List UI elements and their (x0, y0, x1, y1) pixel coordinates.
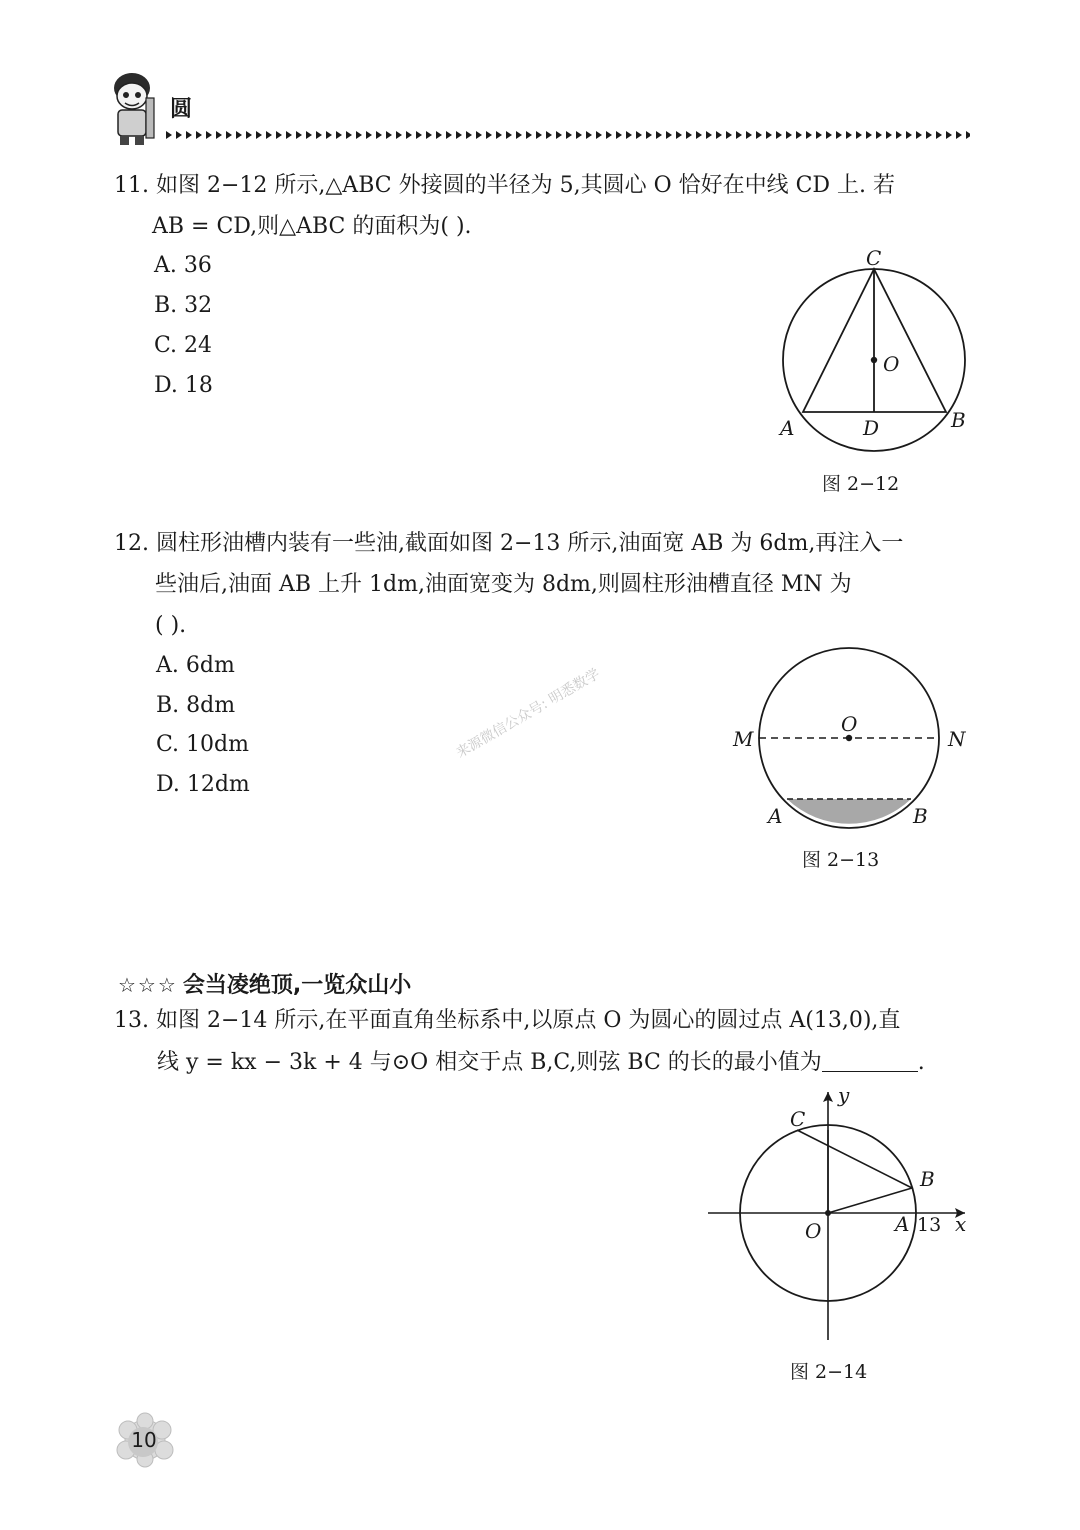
q13-text-line2: 线 y = kx − 3k + 4 与⊙O 相交于点 B,C,则弦 BC 的长的最小值为 (157, 1050, 822, 1075)
q11-option-b: B. 32 (154, 293, 213, 318)
figure-2-14 (700, 1080, 990, 1350)
label-c: C (866, 246, 882, 270)
label-o: O (841, 712, 858, 736)
q12-option-d: D. 12dm (156, 772, 250, 797)
label-c: C (790, 1107, 806, 1131)
q13-text-line1: 13. 如图 2−14 所示,在平面直角坐标系中,以原点 O 为圆心的圆过点 A(13,0),直 (114, 1008, 901, 1033)
q13-text-line2-wrap (157, 1047, 925, 1078)
page-badge (112, 1412, 178, 1468)
label-b: B (951, 408, 966, 432)
center-point (871, 357, 877, 363)
chapter-title: 圆 (170, 97, 193, 122)
page-number: 10 (131, 1428, 157, 1452)
header-arrow-divider (165, 129, 970, 141)
figure-2-12-caption: 图 2−12 (822, 473, 900, 495)
q12-text-line3: ( ). (155, 613, 187, 638)
q12-option-a: A. 6dm (156, 653, 235, 678)
figure-2-14-caption: 图 2−14 (790, 1361, 868, 1383)
star-rating: ☆☆☆ (118, 973, 178, 997)
q11-text-line2: AB = CD,则△ABC 的面积为( ). (152, 214, 472, 239)
q12-text-line2: 些油后,油面 AB 上升 1dm,油面宽变为 8dm,则圆柱形油槽直径 MN 为 (155, 572, 852, 597)
label-x: x (955, 1212, 967, 1236)
label-b: B (920, 1167, 935, 1191)
section-title: 会当凌绝顶,一览众山小 (182, 973, 412, 998)
watermark: 来源微信公众号: 明悉数学 (453, 666, 603, 762)
origin-point (825, 1210, 831, 1216)
label-n: N (948, 727, 966, 751)
figure-2-13-caption: 图 2−13 (802, 849, 880, 871)
label-13: 13 (917, 1214, 942, 1236)
label-a: A (768, 804, 783, 828)
q12-option-b: B. 8dm (156, 693, 236, 718)
figure-2-12 (770, 245, 990, 495)
label-d: D (863, 416, 880, 440)
q12-option-c: C. 10dm (156, 732, 249, 757)
segment-ob (828, 1188, 912, 1213)
chord-bc (797, 1130, 912, 1188)
q11-option-a: A. 36 (154, 253, 212, 278)
label-a: A (780, 416, 795, 440)
answer-blank[interactable] (822, 1047, 918, 1072)
label-a: A (895, 1212, 910, 1236)
q13-line2-end: . (917, 1050, 925, 1075)
label-o: O (883, 352, 900, 376)
mascot-icon (104, 68, 164, 146)
label-o: O (805, 1219, 822, 1243)
label-m: M (733, 727, 754, 751)
q11-text-line1: 11. 如图 2−12 所示,△ABC 外接圆的半径为 5,其圆心 O 恰好在中线 CD 上. 若 (114, 173, 896, 198)
label-y: y (838, 1083, 850, 1107)
label-b: B (913, 804, 928, 828)
header (0, 0, 1080, 160)
oil-segment (787, 799, 911, 824)
section-heading (118, 968, 411, 999)
figure-2-13 (725, 645, 975, 840)
q11-option-c: C. 24 (154, 333, 213, 358)
q12-text-line1: 12. 圆柱形油槽内装有一些油,截面如图 2−13 所示,油面宽 AB 为 6dm,再注入一 (114, 531, 904, 556)
q11-option-d: D. 18 (154, 373, 213, 398)
